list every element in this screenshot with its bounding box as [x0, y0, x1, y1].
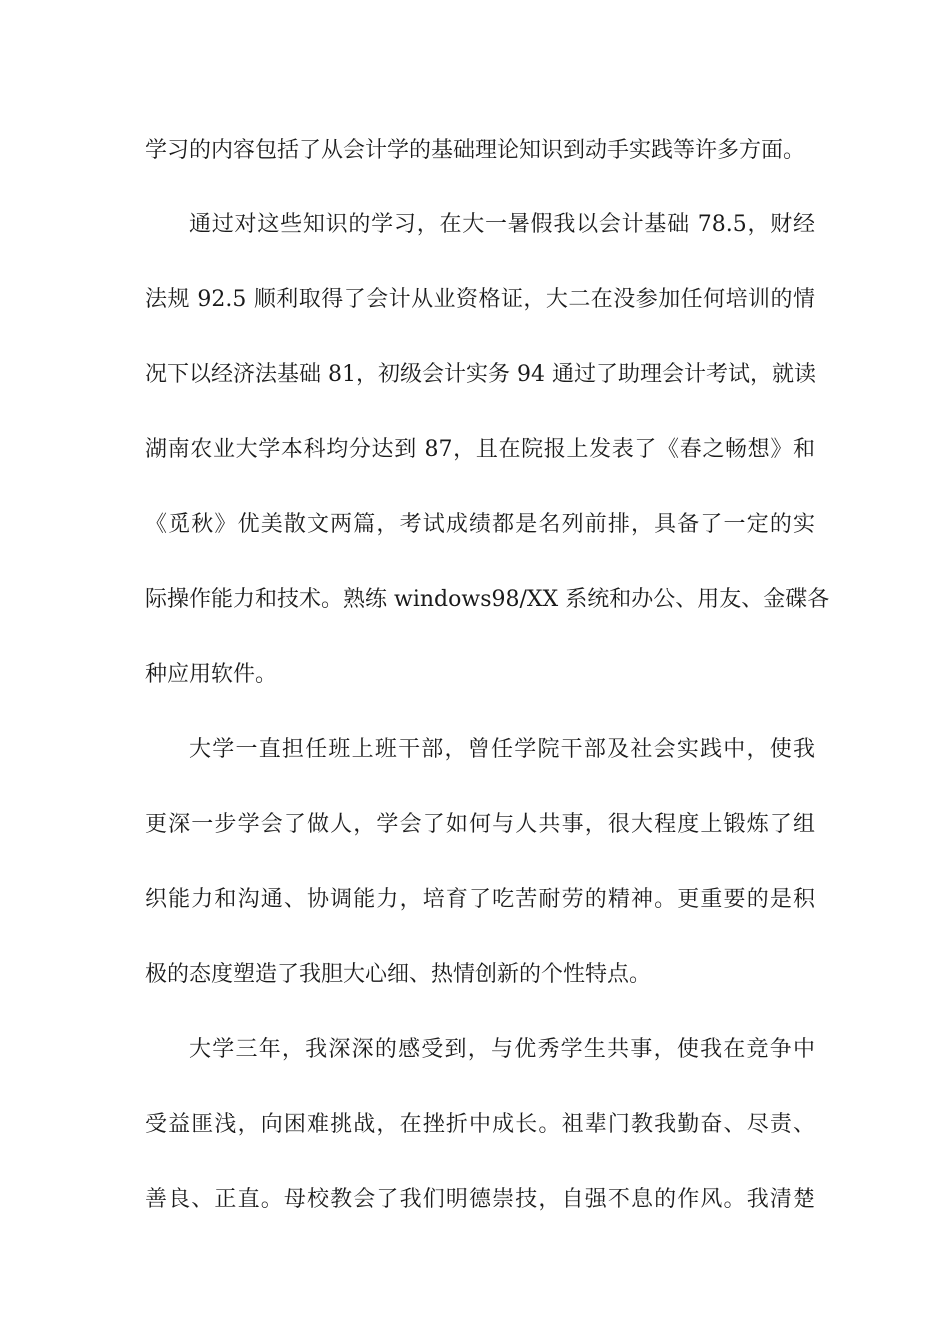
text-line: 善良、正直。母校教会了我们明德崇技，自强不息的作风。我清楚 [145, 1187, 815, 1212]
text-line: 况下以经济法基础 81，初级会计实务 94 通过了助理会计考试，就读 [145, 362, 816, 387]
text-line: 际操作能力和技术。熟练 windows98/XX 系统和办公、用友、金碟各 [145, 587, 830, 612]
text-line: 湖南农业大学本科均分达到 87，且在院报上发表了《春之畅想》和 [145, 437, 815, 462]
text-line: 受益匪浅，向困难挑战，在挫折中成长。祖辈门教我勤奋、尽责、 [145, 1112, 815, 1137]
text-line: 种应用软件。 [145, 662, 278, 687]
text-line: 法规 92.5 顺利取得了会计从业资格证，大二在没参加任何培训的情 [145, 287, 815, 312]
paragraph-first-line: 大学一直担任班上班干部，曾任学院干部及社会实践中，使我 [189, 737, 815, 762]
text-line: 更深一步学会了做人，学会了如何与人共事，很大程度上锻炼了组 [145, 812, 815, 837]
text-line: 《觅秋》优美散文两篇，考试成绩都是名列前排，具备了一定的实 [145, 512, 815, 537]
text-line: 织能力和沟通、协调能力，培育了吃苦耐劳的精神。更重要的是积 [145, 887, 815, 912]
paragraph-first-line: 大学三年，我深深的感受到，与优秀学生共事，使我在竞争中 [189, 1037, 815, 1062]
text-line: 极的态度塑造了我胆大心细、热情创新的个性特点。 [145, 962, 652, 987]
paragraph-first-line: 通过对这些知识的学习，在大一暑假我以会计基础 78.5，财经 [189, 212, 815, 237]
text-line: 学习的内容包括了从会计学的基础理论知识到动手实践等许多方面。 [145, 138, 806, 163]
